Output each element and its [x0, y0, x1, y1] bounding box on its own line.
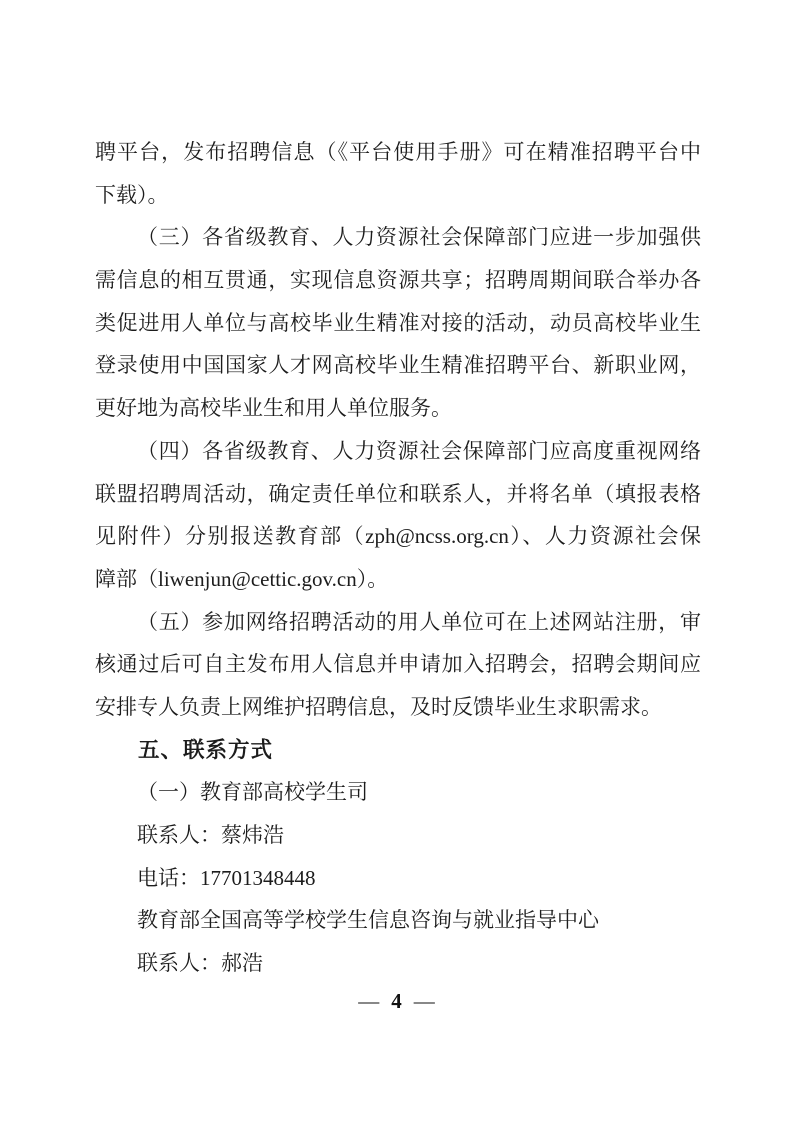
- page-number-dash-right: —: [413, 989, 435, 1013]
- doc-line: 联盟招聘周活动，确定责任单位和联系人，并将名单（填报表格: [95, 481, 701, 506]
- doc-line: 下载）。: [95, 182, 169, 207]
- page-number-dash-left: —: [358, 989, 380, 1013]
- doc-line: （四）各省级教育、人力资源社会保障部门应高度重视网络: [137, 438, 701, 463]
- document-body: [95, 131, 701, 985]
- doc-line: 需信息的相互贯通，实现信息资源共享；招聘周期间联合举办各: [95, 268, 701, 293]
- doc-line-email: 见附件）分别报送教育部（zph@ncss.org.cn）、人力资源社会保: [95, 524, 701, 549]
- section-heading-contact: 五、联系方式: [138, 737, 274, 762]
- doc-line: 核通过后可自主发布用人信息并申请加入招聘会，招聘会期间应: [95, 652, 701, 677]
- contact-person: 联系人：郝浩: [137, 951, 263, 976]
- contact-org: 教育部全国高等学校学生信息咨询与就业指导中心: [137, 908, 599, 933]
- doc-line: 登录使用中国国家人才网高校毕业生精准招聘平台、新职业网，: [95, 353, 701, 378]
- doc-line: 更好地为高校毕业生和用人单位服务。: [95, 396, 452, 421]
- doc-line: 安排专人负责上网维护招聘信息，及时反馈毕业生求职需求。: [95, 694, 662, 719]
- contact-phone: 电话：17701348448: [137, 865, 316, 890]
- page-number: [0, 980, 793, 1023]
- page-number-value: 4: [391, 989, 402, 1013]
- doc-line-email: 障部（liwenjun@cettic.gov.cn）。: [95, 566, 389, 591]
- doc-line: 聘平台，发布招聘信息（《平台使用手册》可在精准招聘平台中: [95, 140, 701, 164]
- doc-line: （五）参加网络招聘活动的用人单位可在上述网站注册，审: [137, 609, 701, 634]
- contact-org: （一）教育部高校学生司: [137, 780, 368, 805]
- doc-line: 类促进用人单位与高校毕业生精准对接的活动，动员高校毕业生: [95, 310, 701, 335]
- doc-line: （三）各省级教育、人力资源社会保障部门应进一步加强供: [137, 225, 701, 250]
- contact-person: 联系人：蔡炜浩: [137, 823, 284, 847]
